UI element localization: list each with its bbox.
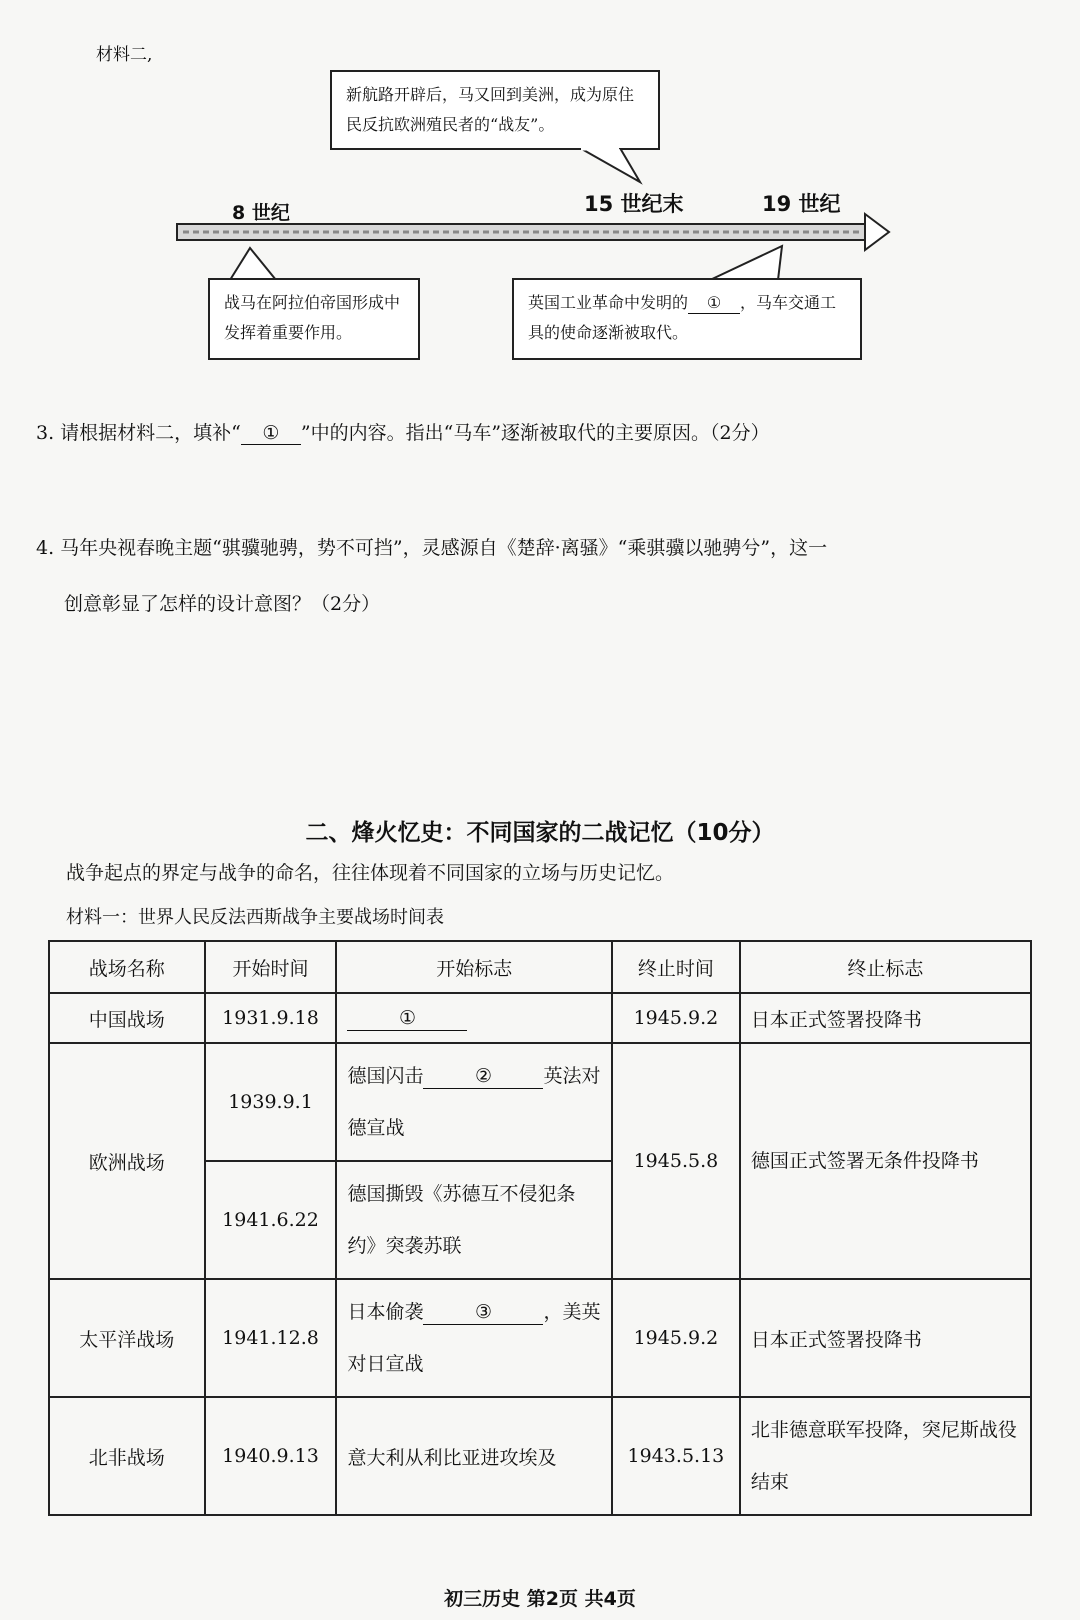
table-row: 北非战场 1940.9.13 意大利从利比亚进攻埃及 1943.5.13 北非德意联军投降，突尼斯战役结束 — [49, 1397, 1031, 1515]
question-4: 4. 马年央视春晚主题“骐骥驰骋，势不可挡”，灵感源自《楚辞·离骚》“乘骐骥以驰骋兮”，这一 创意彰显了怎样的设计意图？（2分） — [36, 537, 828, 615]
callout-new-route: 新航路开辟后，马又回到美洲，成为原住民反抗欧洲殖民者的“战友”。 — [330, 70, 660, 150]
callout-industrial-revolution: 英国工业革命中发明的 ① ，马车交通工具的使命逐渐被取代。 — [512, 278, 862, 360]
timeline-label-8th: 8 世纪 — [232, 202, 290, 224]
header-start-mark: 开始标志 — [336, 941, 611, 993]
table-blank-three: ③ — [423, 1300, 543, 1325]
table-blank-two: ② — [423, 1064, 543, 1089]
table-blank-one: ① — [347, 1006, 467, 1031]
table-row: 太平洋战场 1941.12.8 日本偷袭 ③ ，美英对日宣战 1945.9.2 日本正式签署投降书 — [49, 1279, 1031, 1397]
header-battlefield: 战场名称 — [49, 941, 205, 993]
page-footer: 初三历史 第2页 共4页 — [444, 1588, 636, 1610]
table-row: 欧洲战场 1939.9.1 德国闪击 ② 英法对德宣战 1945.5.8 德国正式签署无条件投降书 — [49, 1043, 1031, 1161]
timeline-label-19th: 19 世纪 — [762, 192, 841, 216]
table-row: 中国战场 1931.9.18 ① 1945.9.2 日本正式签署投降书 — [49, 993, 1031, 1043]
header-end-mark: 终止标志 — [740, 941, 1031, 993]
table-row: 1941.6.22 德国撕毁《苏德互不侵犯条约》突袭苏联 — [49, 1161, 1031, 1279]
callout-pointer — [560, 148, 650, 188]
material-one-label: 材料一：世界人民反法西斯战争主要战场时间表 — [66, 907, 444, 928]
question-3-blank: ① — [241, 422, 301, 445]
ww2-battlefield-table — [48, 940, 1032, 1516]
header-start-time: 开始时间 — [205, 941, 337, 993]
blank-one: ① — [688, 293, 740, 314]
question-3: 3. 请根据材料二，填补“ ① ”中的内容。指出“马车”逐渐被取代的主要原因。（2分） — [36, 422, 770, 444]
section-intro: 战争起点的界定与战争的命名，往往体现着不同国家的立场与历史记忆。 — [66, 862, 675, 884]
table-header-row — [49, 941, 1031, 993]
material-two-label: 材料二, — [96, 45, 153, 65]
callout-pointer-right — [700, 244, 800, 282]
section-title: 二、烽火忆史：不同国家的二战记忆（10分） — [305, 820, 775, 846]
callout-pointer-left — [220, 246, 300, 282]
callout-arab-empire: 战马在阿拉伯帝国形成中发挥着重要作用。 — [208, 278, 420, 360]
header-end-time: 终止时间 — [612, 941, 740, 993]
timeline-label-15th: 15 世纪末 — [584, 192, 684, 216]
